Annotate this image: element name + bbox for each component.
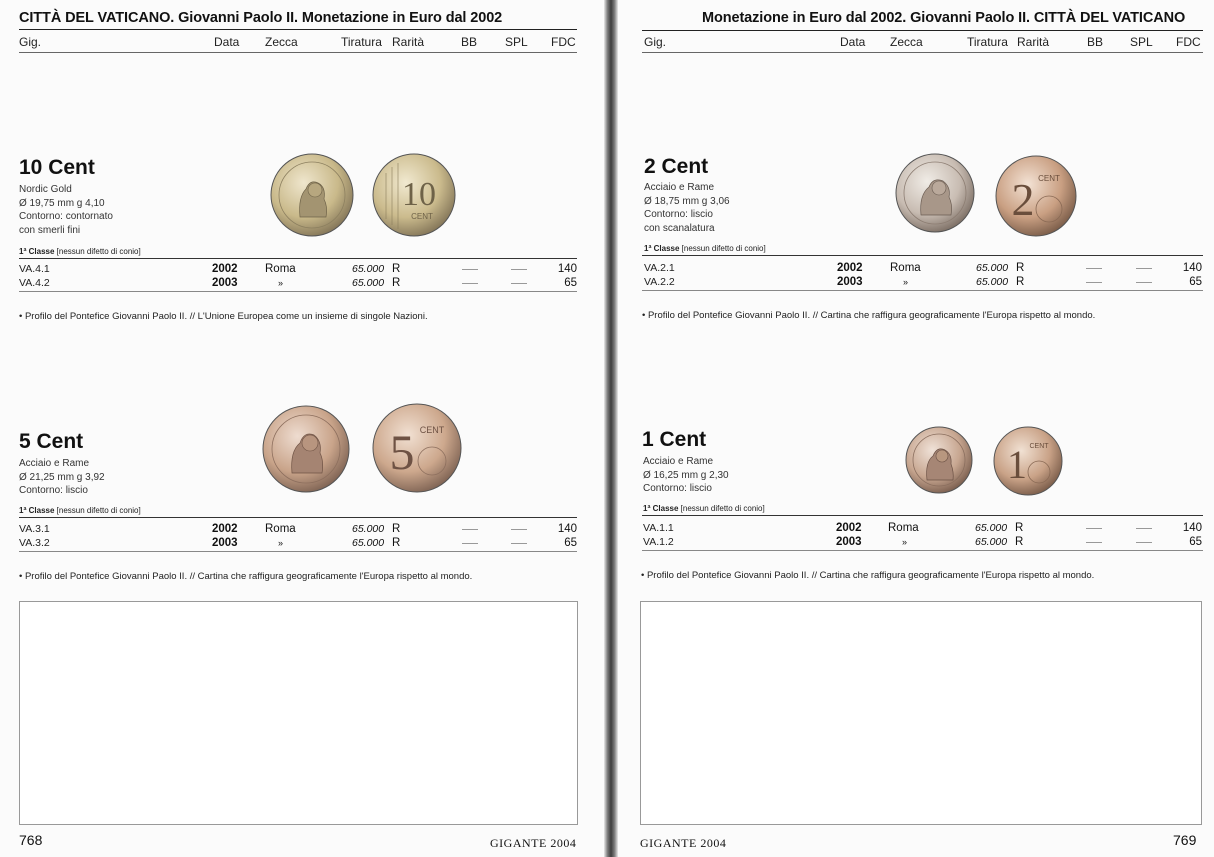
col-zecca: Zecca <box>265 35 298 49</box>
col-gig: Gig. <box>644 35 667 49</box>
cell-bb-dash <box>462 529 478 530</box>
publication-name: GIGANTE 2004 <box>490 836 577 850</box>
cell-year: 2002 <box>212 523 238 535</box>
cell-code: VA.4.1 <box>19 263 50 275</box>
cell-spl-dash <box>511 283 527 284</box>
svg-text:CENT: CENT <box>1038 174 1060 183</box>
table-bottom-rule <box>642 550 1203 551</box>
cell-code: VA.1.2 <box>643 536 674 548</box>
spec-size: Ø 21,25 mm g 3,92 <box>19 471 105 483</box>
table-row <box>618 521 1214 535</box>
class-label: 1ª Classe [nessun difetto di conio] <box>644 244 766 253</box>
coin-description: • Profilo del Pontefice Giovanni Paolo II. // Cartina che raffigura geograficamente l'Europa rispetto al mondo. <box>19 571 473 582</box>
coin-obverse-image <box>905 426 973 494</box>
column-header-rule <box>19 52 577 53</box>
cell-code: VA.1.1 <box>643 522 674 534</box>
table-row <box>618 275 1214 289</box>
spec-edge-detail: con smerli fini <box>19 224 81 236</box>
cell-spl-dash <box>511 269 527 270</box>
header-rule <box>19 29 577 30</box>
table-bottom-rule <box>19 551 577 552</box>
cell-spl-dash <box>1136 268 1152 269</box>
cell-fdc: 140 <box>557 263 577 275</box>
table-rule <box>19 258 577 259</box>
cell-mint: Roma <box>890 262 921 274</box>
publication-name: GIGANTE 2004 <box>640 836 727 850</box>
cell-rarity: R <box>1015 536 1024 548</box>
spec-metal: Acciaio e Rame <box>644 182 715 193</box>
cell-mint: » <box>903 277 909 287</box>
cell-mintage: 65.000 <box>975 522 1008 534</box>
col-fdc: FDC <box>1176 35 1201 49</box>
coin-description: • Profilo del Pontefice Giovanni Paolo II. // L'Unione Europea come un insieme di singole Nazioni. <box>19 311 428 322</box>
table-bottom-rule <box>642 290 1203 291</box>
cell-year: 2003 <box>212 537 238 549</box>
cell-fdc: 65 <box>564 537 577 549</box>
col-zecca: Zecca <box>890 35 923 49</box>
cell-code: VA.3.2 <box>19 537 50 549</box>
cell-bb-dash <box>1086 268 1102 269</box>
col-rarita: Rarità <box>1017 35 1050 49</box>
header-rule <box>642 30 1203 31</box>
coin-specs <box>644 181 730 235</box>
spec-metal: Nordic Gold <box>19 184 72 195</box>
svg-text:5: 5 <box>389 424 415 480</box>
cell-year: 2003 <box>836 536 862 548</box>
cell-mintage: 65.000 <box>976 262 1009 274</box>
cell-spl-dash <box>1136 542 1152 543</box>
column-header-rule <box>642 52 1203 53</box>
table-row <box>618 535 1214 549</box>
coin-title: 5 Cent <box>19 430 84 453</box>
spec-size: Ø 16,25 mm g 2,30 <box>643 469 729 481</box>
cell-mint: Roma <box>265 263 296 275</box>
spec-metal: Acciaio e Rame <box>19 458 90 469</box>
cell-bb-dash <box>1086 282 1102 283</box>
left-page <box>0 0 604 857</box>
cell-code: VA.3.1 <box>19 523 50 535</box>
cell-mintage: 65.000 <box>975 536 1008 548</box>
svg-text:CENT: CENT <box>411 212 433 221</box>
cell-mint: » <box>278 538 284 548</box>
cell-spl-dash <box>511 543 527 544</box>
col-data: Data <box>214 35 240 49</box>
table-rule <box>642 515 1203 516</box>
coin-specs <box>19 457 105 498</box>
coin-specs <box>643 455 729 496</box>
table-row <box>0 276 604 290</box>
cell-mintage: 65.000 <box>352 537 385 549</box>
svg-text:CENT: CENT <box>419 425 445 435</box>
cell-code: VA.2.2 <box>644 276 675 288</box>
page-header-title: CITTÀ DEL VATICANO. Giovanni Paolo II. Monetazione in Euro dal 2002 <box>19 10 503 26</box>
cell-bb-dash <box>1086 542 1102 543</box>
cell-fdc: 65 <box>1189 536 1202 548</box>
cell-year: 2003 <box>212 277 238 289</box>
col-bb: BB <box>461 35 478 49</box>
svg-text:2: 2 <box>1011 174 1035 225</box>
cell-bb-dash <box>1086 528 1102 529</box>
right-page <box>618 0 1214 857</box>
cell-mintage: 65.000 <box>352 263 385 275</box>
cell-rarity: R <box>392 537 401 549</box>
coin-obverse-image <box>270 153 354 237</box>
col-rarita: Rarità <box>392 35 425 49</box>
cell-fdc: 65 <box>564 277 577 289</box>
cell-code: VA.4.2 <box>19 277 50 289</box>
cell-rarity: R <box>392 263 401 275</box>
col-gig: Gig. <box>19 35 42 49</box>
cell-bb-dash <box>462 283 478 284</box>
cell-mintage: 65.000 <box>976 276 1009 288</box>
coin-reverse-image <box>995 155 1077 237</box>
col-fdc: FDC <box>551 35 576 49</box>
page-number: 768 <box>19 832 43 848</box>
svg-text:10: 10 <box>402 176 436 213</box>
spec-size: Ø 18,75 mm g 3,06 <box>644 195 730 207</box>
col-data: Data <box>840 35 866 49</box>
table-rule <box>19 517 577 518</box>
cell-spl-dash <box>511 529 527 530</box>
page-header-title: Monetazione in Euro dal 2002. Giovanni Paolo II. CITTÀ DEL VATICANO <box>702 10 1186 26</box>
cell-mintage: 65.000 <box>352 277 385 289</box>
coin-obverse-image <box>895 153 975 233</box>
table-row <box>0 536 604 550</box>
cell-mint: » <box>278 278 284 288</box>
col-spl: SPL <box>505 35 528 49</box>
coin-description: • Profilo del Pontefice Giovanni Paolo II. // Cartina che raffigura geograficamente l'Europa rispetto al mondo. <box>642 310 1096 321</box>
cell-bb-dash <box>462 543 478 544</box>
cell-fdc: 140 <box>557 523 577 535</box>
coin-title: 10 Cent <box>19 156 95 179</box>
col-tiratura: Tiratura <box>967 35 1008 49</box>
cell-year: 2003 <box>837 276 863 288</box>
class-label: 1ª Classe [nessun difetto di conio] <box>19 247 141 256</box>
page-number: 769 <box>1173 832 1197 848</box>
table-row <box>0 522 604 536</box>
book-gutter <box>604 0 618 857</box>
col-tiratura: Tiratura <box>341 35 382 49</box>
cell-year: 2002 <box>836 522 862 534</box>
cell-code: VA.2.1 <box>644 262 675 274</box>
cell-fdc: 140 <box>1182 522 1202 534</box>
col-bb: BB <box>1087 35 1104 49</box>
spec-edge: Contorno: liscio <box>19 485 88 496</box>
class-label: 1ª Classe [nessun difetto di conio] <box>643 504 765 513</box>
spec-edge-detail: con scanalatura <box>644 222 715 234</box>
cell-year: 2002 <box>837 262 863 274</box>
spec-edge: Contorno: liscio <box>643 483 712 494</box>
class-label: 1ª Classe [nessun difetto di conio] <box>19 506 141 515</box>
coin-obverse-image <box>262 405 350 493</box>
cell-spl-dash <box>1136 282 1152 283</box>
cell-year: 2002 <box>212 263 238 275</box>
notes-box <box>19 601 578 825</box>
cell-mint: » <box>902 537 908 547</box>
cell-rarity: R <box>392 277 401 289</box>
cell-fdc: 140 <box>1182 262 1202 274</box>
coin-title: 2 Cent <box>644 155 709 178</box>
cell-rarity: R <box>1015 522 1024 534</box>
coin-title: 1 Cent <box>642 428 707 451</box>
spec-edge: Contorno: liscio <box>644 209 713 220</box>
spec-metal: Acciaio e Rame <box>643 456 714 467</box>
cell-mint: Roma <box>265 523 296 535</box>
cell-spl-dash <box>1136 528 1152 529</box>
cell-rarity: R <box>1016 276 1025 288</box>
cell-mint: Roma <box>888 522 919 534</box>
cell-mintage: 65.000 <box>352 523 385 535</box>
coin-description: • Profilo del Pontefice Giovanni Paolo II. // Cartina che raffigura geograficamente l'Europa rispetto al mondo. <box>641 570 1095 581</box>
notes-box <box>640 601 1202 825</box>
coin-reverse-image <box>372 153 456 237</box>
coin-reverse-image <box>372 403 462 493</box>
coin-reverse-image <box>993 426 1063 496</box>
svg-text:1: 1 <box>1007 442 1027 487</box>
cell-bb-dash <box>462 269 478 270</box>
coin-specs <box>19 183 113 237</box>
table-bottom-rule <box>19 291 577 292</box>
table-row <box>618 261 1214 275</box>
cell-rarity: R <box>1016 262 1025 274</box>
table-rule <box>642 255 1203 256</box>
table-row <box>0 262 604 276</box>
cell-fdc: 65 <box>1189 276 1202 288</box>
col-spl: SPL <box>1130 35 1153 49</box>
svg-text:CENT: CENT <box>1029 443 1049 450</box>
spec-edge: Contorno: contornato <box>19 211 113 222</box>
spec-size: Ø 19,75 mm g 4,10 <box>19 197 105 209</box>
cell-rarity: R <box>392 523 401 535</box>
